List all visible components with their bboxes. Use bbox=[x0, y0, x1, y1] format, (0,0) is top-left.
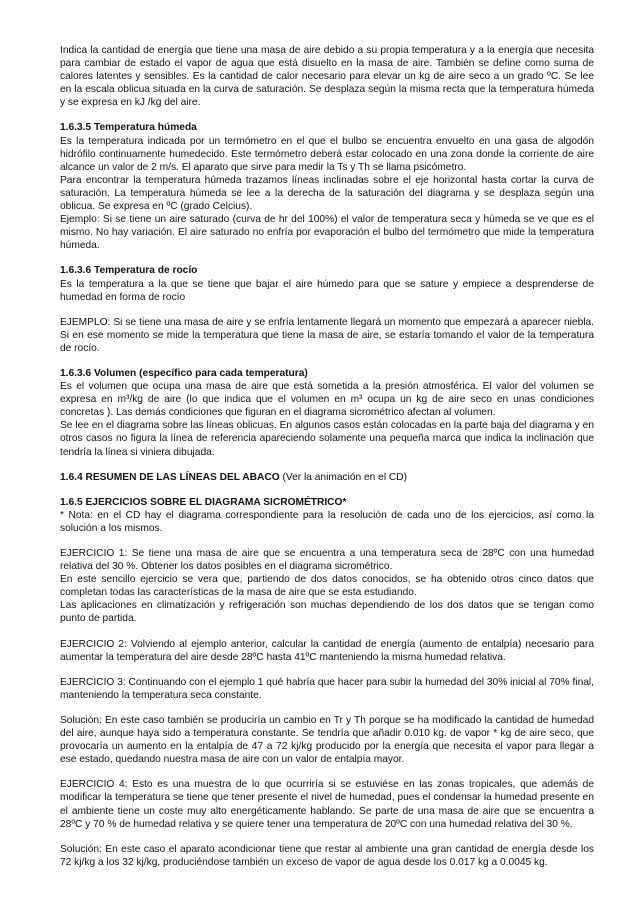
paragraph: Ejemplo: Si se tiene un aire saturado (curva de hr del 100%) el valor de temperatura seca y húmeda se ve que es el mismo. No hay variación. El aire saturado no enfría por evaporación el bulbo del termómetro que mide la temperatura húmeda. bbox=[60, 214, 594, 252]
example-rocio bbox=[60, 316, 594, 355]
section-volumen bbox=[60, 367, 594, 459]
paragraph: Para encontrar la temperatura húmeda trazamos líneas inclinadas sobre el eje horizontal hasta cortar la curva de saturación. La temperatura húmeda se lee a la derecha de la saturación del diagrama y se desplaza según una oblicua. Se expresa en ºC (grado Celcius). bbox=[60, 174, 594, 213]
section-heading-title: 1.6.4 RESUMEN DE LAS LÍNEAS DEL ABACO bbox=[60, 471, 280, 483]
section-heading: 1.6.3.6 Temperatura de rocío bbox=[60, 265, 198, 277]
paragraph: EJERCICIO 2: Volviendo al ejemplo anterior, calcular la cantidad de energía (aumento de entalpía) necesario para aumentar la temperatura del aire desde 28ºC hasta 41ºC manteniendo la misma humedad relativa. bbox=[60, 638, 594, 663]
section-heading: 1.6.3.5 Temperatura húmeda bbox=[60, 122, 197, 134]
paragraph: En este sencillo ejercicio se vera que, partiendo de dos datos conocidos, se ha obtenido otros cinco datos que completan todas las características de la masa de aire que se esta estudiando. bbox=[60, 574, 594, 599]
paragraph: Indica la cantidad de energía que tiene una masa de aire debido a su propia temperatura y a la energía que necesita para cambiar de estado el vapor de agua que está disuelto en la masa de aire. También se define como suma de calores latentes y sensibles. Es la cantidad de calor necesario para elevar un kg de aire seco a un grado ºC. Se lee en la escala oblicua situada en la curva de saturación. Se desplaza según la misma recta que la temperatura húmeda y se expresa en kJ /kg del aire. bbox=[60, 45, 594, 109]
section-heading: 1.6.5 EJERCICIOS SOBRE EL DIAGRAMA SICROMÉTRICO* bbox=[60, 496, 347, 508]
paragraph: Las aplicaciones en climatización y refrigeración son muchas dependiendo de los dos datos que se tengan como punto de partida. bbox=[60, 600, 594, 625]
paragraph: EJERCICIO 4: Esto es una muestra de lo que ocurriría si se estuviése en las zonas tropicales, que además de modificar la temperatura se tiene que tener presente el nivel de humedad, pues el condensar la humedad presente en el ambiente tiene un coste muy alto energéticamente hablando. Se parte de una masa de aire que se encuentra a 28ºC y 70 % de humedad relativa y se quiere tener una temperatura de 20ºC con una humedad relativa del 30 %. bbox=[60, 779, 594, 830]
paragraph: Es el volumen que ocupa una masa de aire que está sometida a la presión atmosférica. El valor del volumen se expresa en m³/kg de aire (lo que indica que el volumen en m³ ocupa un kg de aire seco en unas condiciones concretas ). Las demás condiciones que figuran en el diagrama sicrométrico afectan al volumen. bbox=[60, 381, 594, 419]
section-ejercicios bbox=[60, 496, 594, 535]
exercise-2 bbox=[60, 638, 594, 664]
paragraph: Se lee en el diagrama sobre las líneas oblicuas. En algunos casos están colocadas en la parte baja del diagrama y en otros casos no figura la línea de referencia apareciendo solamente una pequeña marca que indica la inclinación que tendría la línea si viniera dibujada. bbox=[60, 420, 594, 458]
section-heading bbox=[60, 471, 594, 484]
paragraph: * Nota: en el CD hay el diagrama correspondiente para la resolución de cada uno de los ejercicios, así como la solución a los mismos. bbox=[60, 509, 594, 534]
intro-section bbox=[60, 44, 594, 109]
paragraph: EJERCICIO 1: Se tiene una masa de aire que se encuentra a una temperatura seca de 28ºC con una humedad relativa del 30 %. Obtener los datos posibles en el diagrama sicrométrico. bbox=[60, 548, 594, 573]
paragraph: Es la temperatura a la que se tiene que bajar el aire húmedo para que se sature y empiece a desprenderse de humedad en forma de rocío bbox=[60, 278, 594, 303]
section-temperatura-rocio bbox=[60, 264, 594, 303]
paragraph: EJERCICIO 3: Continuando con el ejemplo 1 qué habría que hacer para subir la humedad del 30% inicial al 70% final, manteniendo la temperatura seca constante. bbox=[60, 676, 594, 701]
section-heading: 1.6.3.6 Volumen (específico para cada temperatura) bbox=[60, 367, 308, 379]
exercise-3 bbox=[60, 676, 594, 702]
section-resumen bbox=[60, 471, 594, 484]
solution-3 bbox=[60, 714, 594, 766]
paragraph: Solución: En este caso también se produciría un cambio en Tr y Th porque se ha modificado la cantidad de humedad del aire, aunque haya sido a temperatura constante. Se tendría que añadir 0.010 kg. de vapor * kg de aire seco, que provocaría un aumento en la entalpía de 47 a 72 kj/kg producido por la energía que necesita el vapor para llegar a ese estado, quedando nuestra masa de aire con un valor de entalpía mayor. bbox=[60, 714, 594, 766]
paragraph: Es la temperatura indicada por un termómetro en el que el bulbo se encuentra envuelto en una gasa de algodón hidrófilo continuamente humedecido. Este termómetro deberá estar colocado en una zona donde la corriente de aire alcance un valor de 2 m/s. El aparato que sirve para medir la Ts y Th se llama psicómetro. bbox=[60, 135, 594, 173]
paragraph: Solución: En este caso el aparato acondicionar tiene que restar al ambiente una gran cantidad de energía desde los 72 kj/kg a los 32 kj/kg, produciéndose también un exceso de vapor de agua desde los 0.017 kg a 0.0045 kg. bbox=[60, 843, 594, 868]
exercise-1 bbox=[60, 547, 594, 626]
exercise-4 bbox=[60, 778, 594, 830]
paragraph: EJEMPLO: Si se tiene una masa de aire y se enfría lentamente llegará un momento que empezará a aparecer niebla. Si en ese momento se mide la temperatura que tiene la masa de aire, se estaría tomando el valor de la temperatura de rocío. bbox=[60, 316, 594, 354]
solution-4 bbox=[60, 843, 594, 869]
section-temperatura-humeda bbox=[60, 121, 594, 252]
section-heading-note: (Ver la animación en el CD) bbox=[279, 471, 408, 483]
